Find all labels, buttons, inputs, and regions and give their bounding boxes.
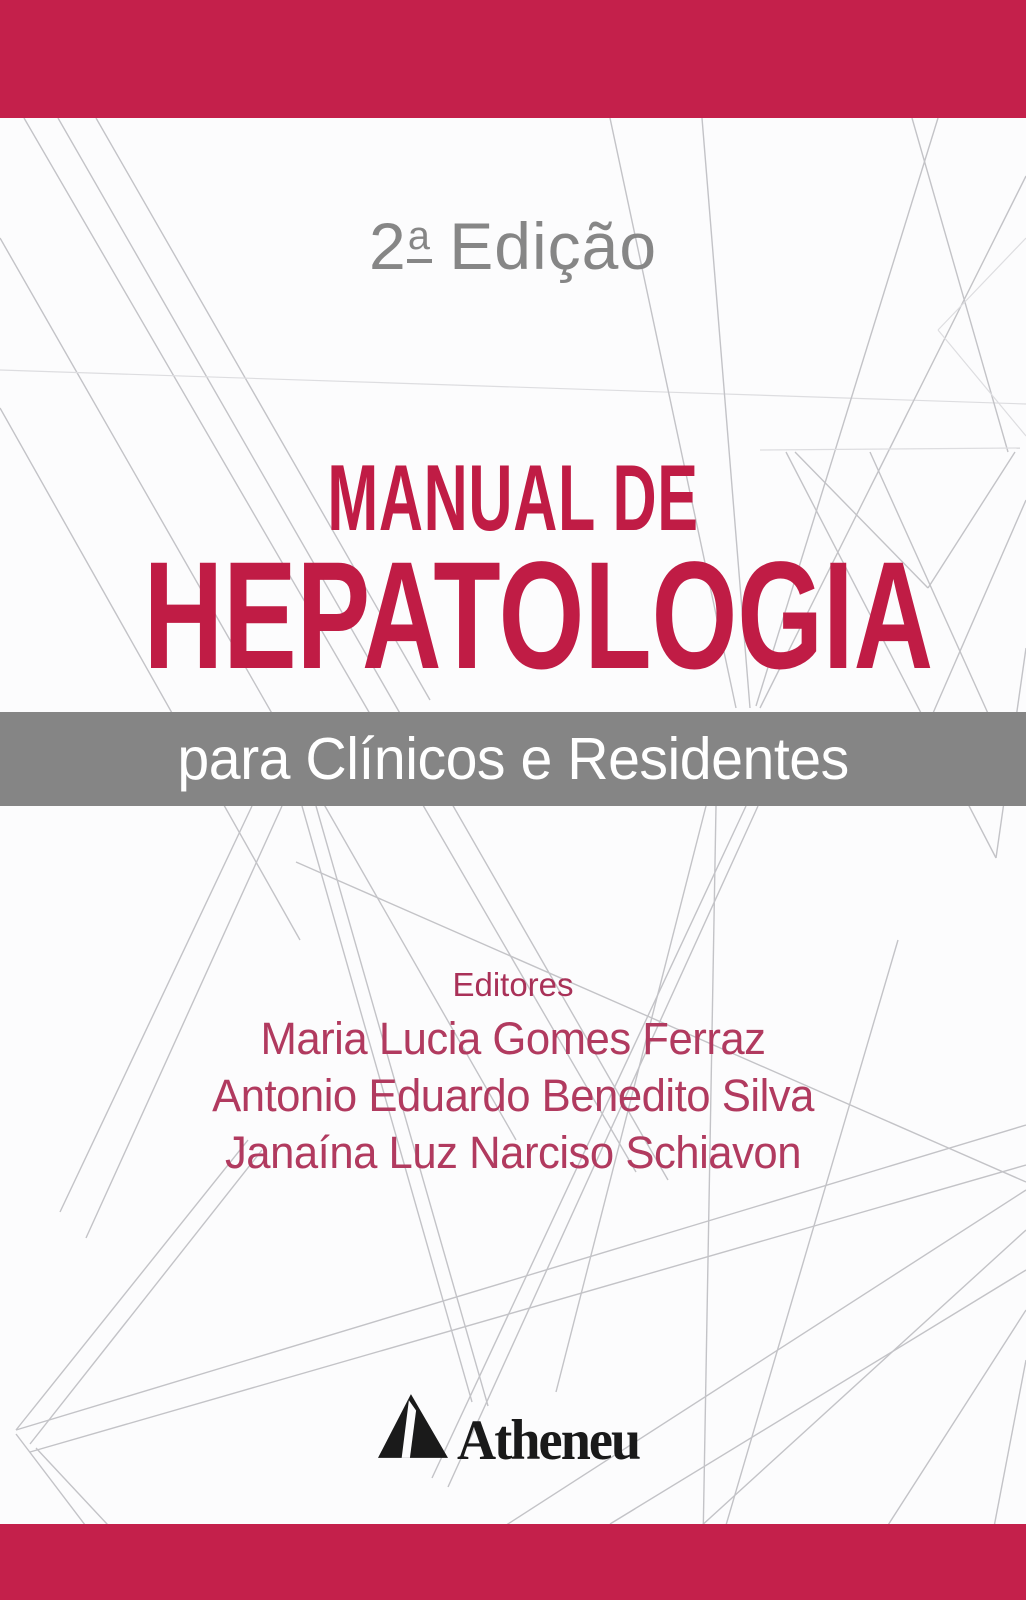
subtitle-text: para Clínicos e Residentes [177, 726, 849, 792]
book-title-line-2: HEPATOLOGIA [143, 530, 934, 701]
editor-name: Maria Lucia Gomes Ferraz [260, 1013, 766, 1064]
edition-ordinal: a [407, 217, 432, 263]
editors-block [0, 966, 1026, 1181]
publisher-logo [0, 1390, 1026, 1472]
editor-name: Antonio Eduardo Benedito Silva [212, 1070, 814, 1121]
top-color-band [0, 0, 1026, 118]
edition-text [0, 209, 1026, 283]
edition-word: Edição [449, 209, 658, 283]
editors-label: Editores [452, 966, 574, 1003]
bottom-color-band [0, 1524, 1026, 1600]
editor-name: Janaína Luz Narciso Schiavon [224, 1127, 802, 1178]
publisher-wordmark: Atheneu [456, 1409, 639, 1472]
atheneu-triangle-logo-icon [378, 1394, 448, 1458]
subtitle-band [0, 712, 1026, 806]
edition-number: 2 [368, 209, 407, 283]
book-title-line-1: MANUAL DE [327, 445, 699, 550]
